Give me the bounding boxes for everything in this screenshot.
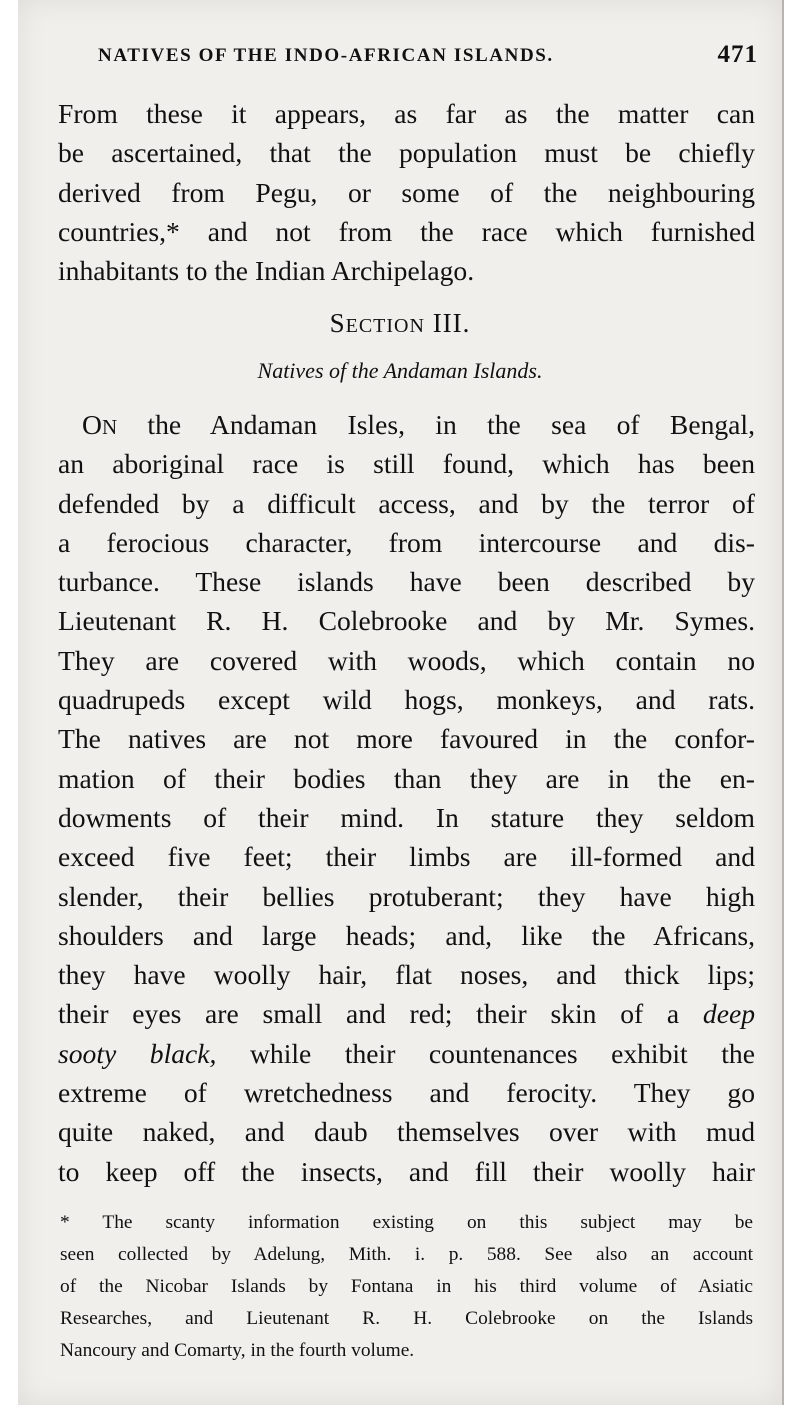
text-line: an aboriginal race is still found, which has been — [58, 448, 755, 480]
first-line-rest: the Andaman Isles, in the sea of Bengal, — [147, 409, 755, 440]
text-line: They are covered with woods, which contain no — [58, 644, 755, 676]
intro-paragraph — [58, 94, 755, 290]
text-line: mation of their bodies than they are in the en- — [58, 762, 755, 794]
page-number: 471 — [717, 41, 758, 68]
text-line: countries,* and not from the race which furnished — [58, 215, 755, 247]
section-subtitle: Natives of the Andaman Islands. — [257, 358, 543, 383]
text-line-italic-end — [58, 994, 755, 1033]
text-line: extreme of wretchedness and ferocity. They go — [58, 1077, 755, 1109]
text-line: quadrupeds except wild hogs, monkeys, and rats. — [58, 684, 755, 716]
section-heading-numeral: III. — [432, 308, 471, 338]
section-heading-lead: S — [329, 308, 346, 338]
text-line: dowments of their mind. In stature they seldom — [58, 801, 755, 833]
text-line: shoulders and large heads; and, like the Africans, — [58, 919, 755, 951]
footnote — [60, 1207, 753, 1367]
text-line: exceed five feet; their limbs are ill-formed and — [58, 841, 755, 873]
first-word-rest: N — [101, 415, 118, 439]
running-title: NATIVES OF THE INDO-AFRICAN ISLANDS. — [98, 45, 554, 66]
text-line: quite naked, and daub themselves over with mud — [58, 1116, 755, 1148]
footnote-line: Researches, and Lieutenant R. H. Colebrooke on the Islands — [60, 1308, 753, 1329]
section-heading — [18, 308, 782, 339]
text-line: The natives are not more favoured in the confor- — [58, 723, 755, 755]
text-line: defended by a difficult access, and by the terror of — [58, 487, 755, 519]
section-heading-rest: ECTION — [345, 315, 425, 337]
text-line: be ascertained, that the population must be chiefly — [58, 137, 755, 169]
line-segment: their eyes are small and red; their skin of a — [58, 998, 680, 1030]
text-line: derived from Pegu, or some of the neighbouring — [58, 176, 755, 208]
text-line-first — [58, 405, 755, 444]
running-header — [98, 41, 758, 68]
italic-phrase: sooty black, — [58, 1037, 217, 1069]
line-segment: while their countenances exhibit the — [249, 1037, 755, 1069]
footnote-line: of the Nicobar Islands by Fontana in his third volume of Asiatic — [60, 1276, 753, 1297]
text-line-italic-start — [58, 1034, 755, 1073]
text-line: Lieutenant R. H. Colebrooke and by Mr. Symes. — [58, 605, 755, 637]
first-word-lead: O — [82, 409, 102, 440]
footnote-line: seen collected by Adelung, Mith. i. p. 588. See also an account — [60, 1244, 753, 1265]
text-line: to keep off the insects, and fill their woolly hair — [58, 1155, 755, 1187]
text-line: turbance. These islands have been described by — [58, 566, 755, 598]
text-line: they have woolly hair, flat noses, and thick lips; — [58, 959, 755, 991]
book-page — [18, 0, 784, 1405]
text-line: inhabitants to the Indian Archipelago. — [58, 255, 475, 287]
footnote-line: * The scanty information existing on this subject may be — [60, 1212, 753, 1233]
text-line: slender, their bellies protuberant; they have high — [58, 880, 755, 912]
footnote-line: Nancoury and Comarty, in the fourth volume. — [60, 1340, 415, 1361]
text-line: a ferocious character, from intercourse and dis- — [58, 526, 755, 558]
italic-word: deep — [702, 998, 755, 1030]
text-line: From these it appears, as far as the matter can — [58, 98, 755, 129]
main-paragraph — [58, 405, 755, 1191]
